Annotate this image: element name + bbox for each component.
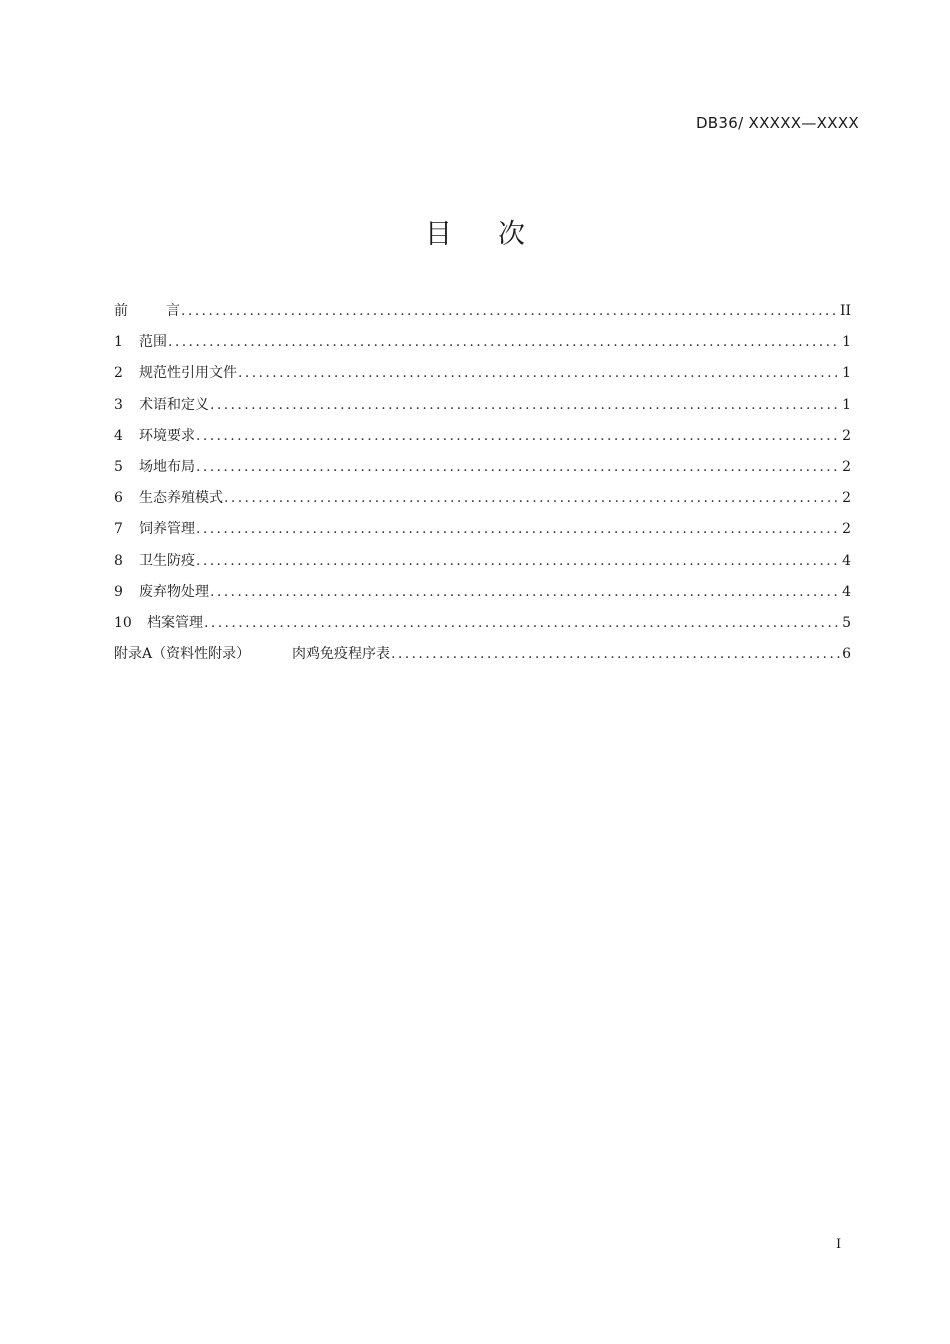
toc-entry-title: 饲养管理 — [139, 521, 195, 538]
toc-entry-title: 环境要求 — [139, 427, 195, 444]
toc-entry-5[interactable] — [114, 457, 851, 488]
toc-dot-leader — [196, 551, 840, 571]
toc-entry-number: 附录A（资料性附录） — [114, 646, 251, 663]
toc-dot-leader — [196, 457, 840, 477]
toc-dot-leader — [238, 363, 840, 383]
toc-entry-7[interactable] — [114, 519, 851, 550]
toc-dot-leader — [391, 644, 840, 664]
toc-entry-title: 术语和定义 — [139, 396, 209, 413]
toc-entry-page: II — [839, 303, 851, 319]
toc-entry-4[interactable] — [114, 426, 851, 457]
toc-entry-number: 4 — [114, 427, 123, 444]
toc-dot-leader — [196, 519, 840, 539]
toc-entry-page: 1 — [842, 365, 851, 382]
toc-entry-2[interactable] — [114, 363, 851, 394]
toc-entry-title: 场地布局 — [139, 458, 195, 475]
toc-entry-number: 3 — [114, 396, 123, 413]
toc-entry-9[interactable] — [114, 582, 851, 613]
toc-entry-number: 10 — [114, 614, 132, 631]
toc-dot-leader — [196, 426, 840, 446]
toc-entry-title: 范围 — [139, 334, 167, 351]
toc-entry-page: 1 — [842, 334, 851, 351]
page-number: I — [836, 1237, 842, 1252]
toc-entry-page: 2 — [842, 521, 851, 538]
toc-entry-page: 2 — [842, 427, 851, 444]
toc-entry-title: 肉鸡免疫程序表 — [292, 646, 390, 663]
toc-entry-title: 卫生防疫 — [139, 552, 195, 569]
toc-entry-number: 8 — [114, 552, 123, 569]
toc-entry-title: 生态养殖模式 — [139, 490, 223, 507]
toc-dot-leader — [168, 332, 840, 352]
toc-entry-title: 言 — [166, 303, 180, 319]
toc-heading-left: 目 — [425, 219, 452, 250]
toc-entry-title: 档案管理 — [147, 614, 203, 631]
toc-entry-page: 6 — [842, 646, 851, 663]
toc-entry-title: 规范性引用文件 — [139, 365, 237, 382]
toc-entry-number: 5 — [114, 458, 123, 475]
toc-dot-leader — [224, 488, 840, 508]
toc-heading-right: 次 — [498, 219, 525, 250]
toc-entry-page: 5 — [842, 614, 851, 631]
toc-heading — [0, 212, 950, 251]
toc-dot-leader — [181, 301, 838, 321]
toc-entry-number: 6 — [114, 490, 123, 507]
toc-entry-title: 废弃物处理 — [139, 583, 209, 600]
toc-entry-number: 7 — [114, 521, 123, 538]
toc-entry-page: 2 — [842, 458, 851, 475]
toc-dot-leader — [210, 395, 840, 415]
toc-dot-leader — [210, 582, 840, 602]
toc-entry-1[interactable] — [114, 332, 851, 363]
toc-entry-number: 2 — [114, 365, 123, 382]
table-of-contents — [114, 301, 851, 675]
toc-dot-leader — [204, 613, 840, 633]
toc-entry-foreword[interactable] — [114, 301, 851, 332]
toc-entry-page: 1 — [842, 396, 851, 413]
toc-entry-appendix-a[interactable] — [114, 644, 851, 675]
document-code: DB36/ XXXXX—XXXX — [695, 114, 859, 132]
toc-entry-page: 4 — [842, 583, 851, 600]
toc-entry-8[interactable] — [114, 551, 851, 582]
toc-entry-6[interactable] — [114, 488, 851, 519]
toc-entry-number: 1 — [114, 334, 123, 351]
toc-entry-page: 4 — [842, 552, 851, 569]
toc-entry-number: 9 — [114, 583, 123, 600]
toc-entry-number: 前 — [114, 303, 128, 319]
toc-entry-page: 2 — [842, 490, 851, 507]
toc-entry-3[interactable] — [114, 395, 851, 426]
toc-entry-10[interactable] — [114, 613, 851, 644]
